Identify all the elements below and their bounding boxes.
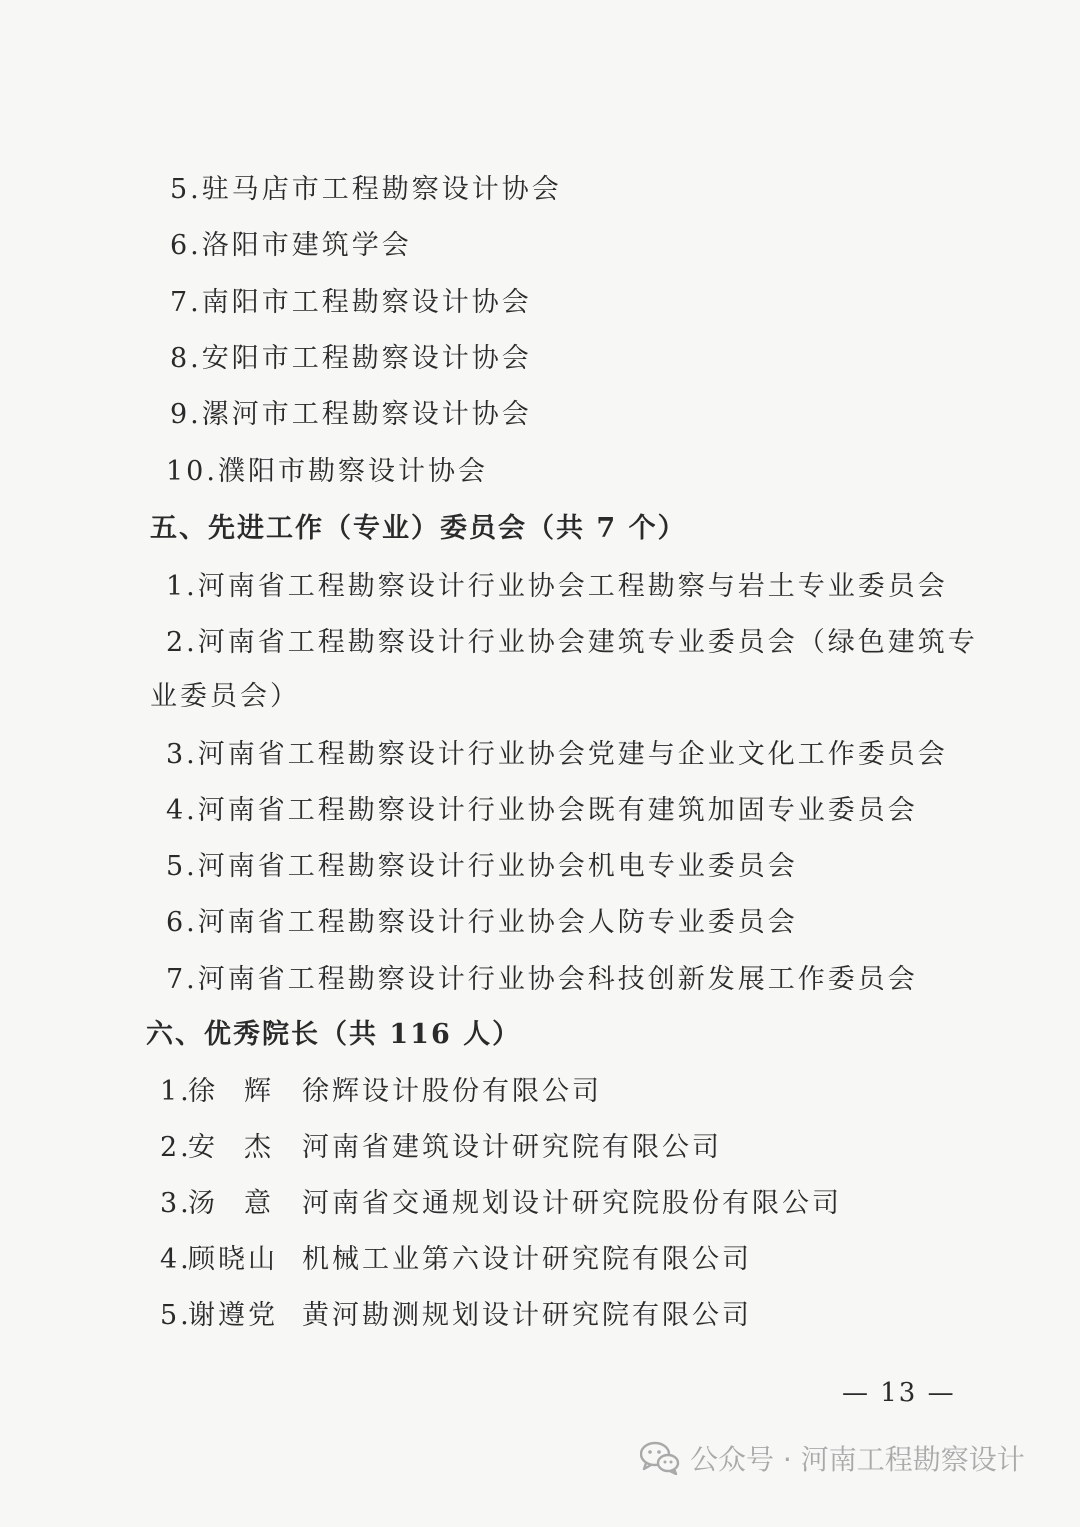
list-item: 5.驻马店市工程勘察设计协会 bbox=[170, 174, 562, 205]
list-item: 5.河南省工程勘察设计行业协会机电专业委员会 bbox=[166, 851, 798, 882]
organization: 河南省建筑设计研究院有限公司 bbox=[302, 1132, 722, 1163]
list-item: 6.河南省工程勘察设计行业协会人防专业委员会 bbox=[166, 907, 798, 938]
list-item: 8.安阳市工程勘察设计协会 bbox=[170, 343, 532, 374]
organization: 机械工业第六设计研究院有限公司 bbox=[302, 1244, 752, 1275]
table-row bbox=[0, 1134, 1080, 1164]
list-item: 7.河南省工程勘察设计行业协会科技创新发展工作委员会 bbox=[166, 964, 918, 995]
list-item: 7.南阳市工程勘察设计协会 bbox=[170, 287, 532, 318]
table-row bbox=[0, 1302, 1080, 1332]
list-item: 1.河南省工程勘察设计行业协会工程勘察与岩土专业委员会 bbox=[166, 571, 948, 602]
section-heading: 六、优秀院长（共 116 人） bbox=[146, 1019, 522, 1050]
list-item: 10.濮阳市勘察设计协会 bbox=[166, 456, 488, 487]
person-name: 杰 bbox=[244, 1132, 274, 1163]
person-name: 辉 bbox=[244, 1076, 274, 1107]
list-item: 9.漯河市工程勘察设计协会 bbox=[170, 399, 532, 430]
person-name: 汤 bbox=[188, 1188, 218, 1219]
watermark bbox=[640, 1438, 1025, 1478]
row-number: 4. bbox=[160, 1244, 192, 1275]
wechat-icon bbox=[640, 1441, 680, 1475]
table-row bbox=[0, 1190, 1080, 1220]
list-item: 业委员会） bbox=[150, 681, 300, 712]
table-row bbox=[0, 1078, 1080, 1108]
list-item: 3.河南省工程勘察设计行业协会党建与企业文化工作委员会 bbox=[166, 739, 948, 770]
list-item: 2.河南省工程勘察设计行业协会建筑专业委员会（绿色建筑专 bbox=[166, 627, 978, 658]
person-name: 顾晓山 bbox=[188, 1244, 278, 1275]
row-number: 1. bbox=[160, 1076, 192, 1107]
person-name: 谢遵党 bbox=[188, 1300, 278, 1331]
page-number: — 13 — bbox=[842, 1378, 956, 1408]
row-number: 2. bbox=[160, 1132, 192, 1163]
table-row bbox=[0, 1246, 1080, 1276]
organization: 黄河勘测规划设计研究院有限公司 bbox=[302, 1300, 752, 1331]
row-number: 5. bbox=[160, 1300, 192, 1331]
row-number: 3. bbox=[160, 1188, 192, 1219]
section-heading: 五、先进工作（专业）委员会（共 7 个） bbox=[150, 513, 687, 544]
watermark-text: 公众号 · 河南工程勘察设计 bbox=[690, 1443, 1025, 1476]
person-name: 徐 bbox=[188, 1076, 218, 1107]
organization: 河南省交通规划设计研究院股份有限公司 bbox=[302, 1188, 842, 1219]
person-name: 安 bbox=[188, 1132, 218, 1163]
list-item: 6.洛阳市建筑学会 bbox=[170, 230, 412, 261]
person-name: 意 bbox=[244, 1188, 274, 1219]
organization: 徐辉设计股份有限公司 bbox=[302, 1076, 602, 1107]
list-item: 4.河南省工程勘察设计行业协会既有建筑加固专业委员会 bbox=[166, 795, 918, 826]
